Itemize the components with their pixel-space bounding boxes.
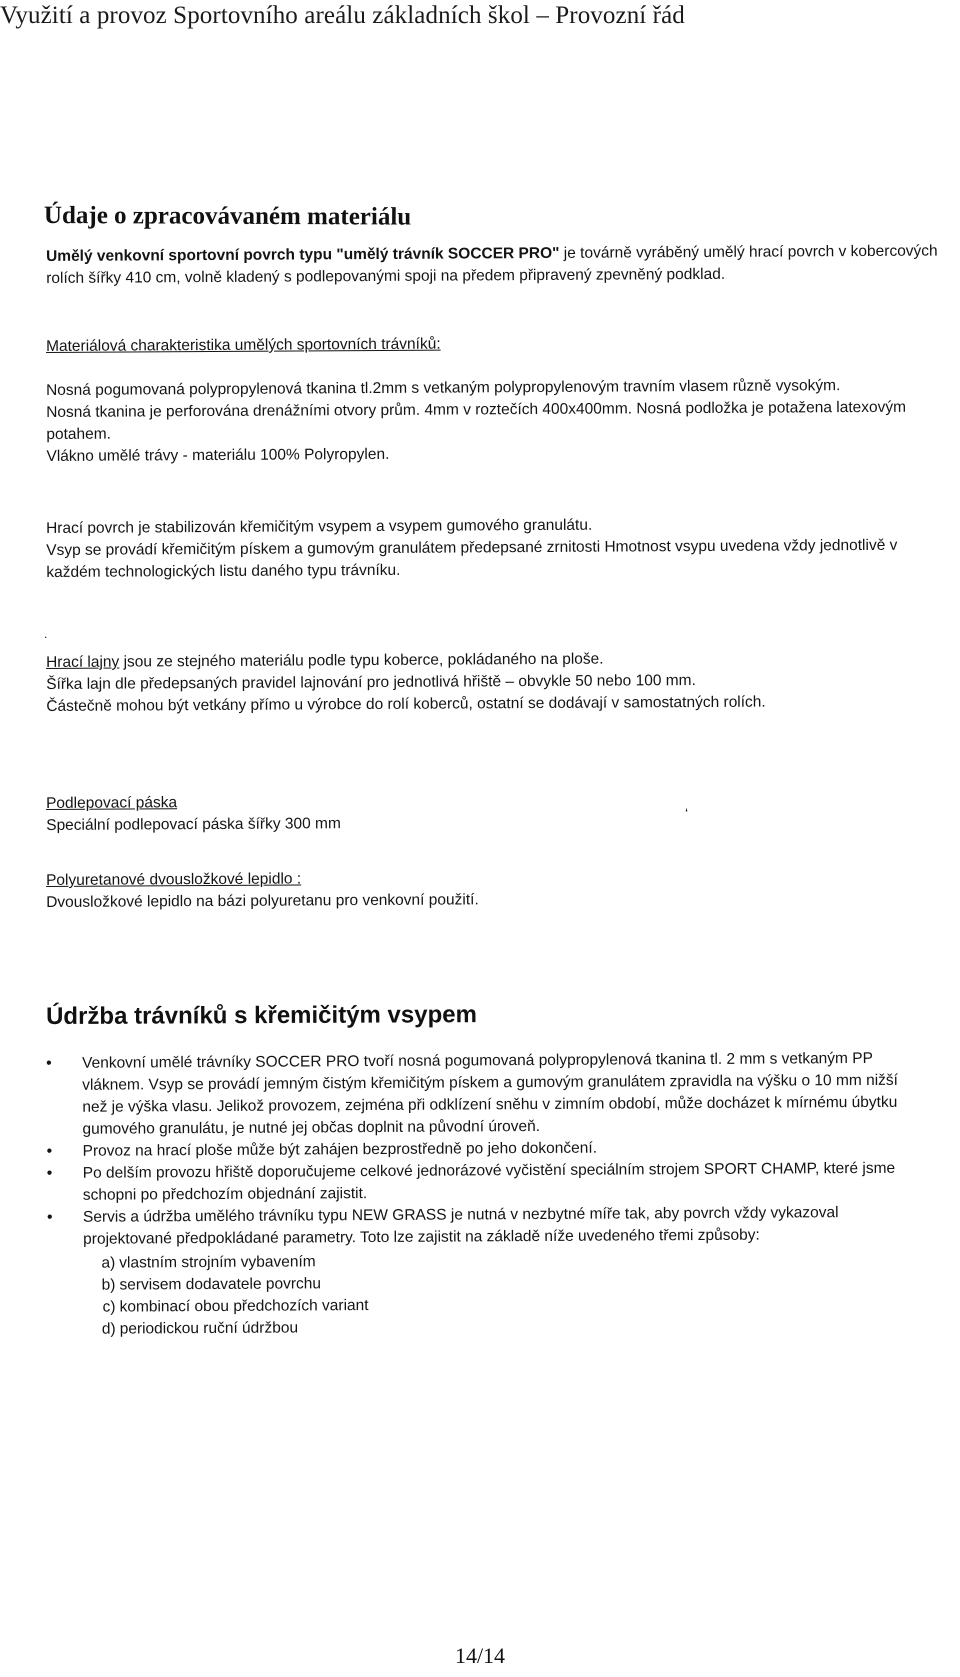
maintenance-bullets bbox=[46, 1048, 918, 1341]
tape-heading: Podlepovací páska bbox=[46, 794, 178, 812]
material-paragraph bbox=[46, 375, 947, 468]
maintenance-bullet: • Venkovní umělé trávníky SOCCER PRO tvoří nosná pogumovaná polypropylenová tkanina tl. 2 mm s vetkaným PP vláknem. Vsyp se provádí jemným čistým křemičitým pískem a gumovým granulátem zpravidla na výšku o 10 mm nižší než je výška vlasu. Jelikož provozem, zejména při odklízení sněhu v zimním období, může docházet k mírnému úbytku gumového granulátu, je nutné jej občas doplnit na původní úroveň. bbox=[46, 1048, 917, 1141]
material-line-2: Nosná tkanina je perforována drenážními otvory prům. 4mm v roztečích 400x400mm. Nosná podložka je potažena latexovým potahem. bbox=[46, 398, 907, 443]
maintenance-bullet: • Provoz na hrací ploše může být zahájen bezprostředně po jeho dokončení. bbox=[47, 1136, 917, 1163]
section-title: Údaje o zpracovávaném materiálu bbox=[43, 202, 412, 231]
sub-item-text: kombinací obou předchozích variant bbox=[119, 1297, 369, 1316]
sub-item bbox=[84, 1314, 918, 1341]
tape-text: Speciální podlepovací páska šířky 300 mm bbox=[46, 815, 341, 834]
page-number: 14/14 bbox=[454, 1643, 506, 1668]
material-line-1: Nosná pogumovaná polypropylenová tkanina tl.2mm s vetkaným polypropylenovým travním vlasem různě vysokým. bbox=[46, 377, 841, 399]
lines-paragraph bbox=[46, 647, 946, 718]
sub-item-letter: b) bbox=[101, 1276, 116, 1294]
maintenance-bullet-text: Servis a údržba umělého trávníku typu NEW GRASS je nutná v nezbytné míře tak, aby povrch vždy vykazoval projektované předpokládané parametry. Toto lze zajistit na základě níže uvedeného třemi způsoby: bbox=[82, 1204, 839, 1248]
maintenance-list-block bbox=[46, 1048, 918, 1341]
stabilization-line-2: Vsyp se provádí křemičitým pískem a gumovým granulátem předepsané zrnitosti Hmotnost vsypu uvedena vždy jednotlivě v každém technologických listu daného typu trávníku. bbox=[46, 536, 898, 581]
maintenance-title: Údržba trávníků s křemičitým vsypem bbox=[46, 1001, 477, 1030]
stray-dot: . bbox=[44, 627, 48, 641]
lines-line-1: jsou ze stejného materiálu podle typu koberce, pokládaného na ploše. bbox=[119, 650, 604, 671]
glue-heading: Polyuretanové dvousložkové lepidlo : bbox=[46, 870, 302, 889]
intro-bold: Umělý venkovní sportovní povrch typu "umělý trávník SOCCER PRO" bbox=[46, 244, 560, 265]
sub-item-letter: c) bbox=[102, 1298, 116, 1316]
maintenance-sub-list bbox=[83, 1248, 918, 1341]
glue-text: Dvousložkové lepidlo na bázi polyuretanu pro venkovní použití. bbox=[46, 891, 479, 911]
sub-item-letter: d) bbox=[101, 1320, 116, 1338]
glue-block bbox=[46, 865, 946, 914]
maintenance-bullet bbox=[47, 1202, 918, 1341]
stray-tick: ‘ bbox=[685, 805, 689, 821]
lines-term: Hrací lajny bbox=[46, 653, 120, 671]
running-header: Využití a provoz Sportovního areálu základních škol – Provozní řád bbox=[0, 2, 685, 29]
stabilization-paragraph bbox=[46, 513, 946, 584]
material-heading: Materiálová charakteristika umělých sportovních trávníků: bbox=[46, 335, 441, 355]
material-heading-block bbox=[46, 331, 946, 358]
intro-paragraph bbox=[46, 241, 946, 290]
tape-block bbox=[46, 788, 946, 837]
material-line-3: Vlákno umělé trávy - materiálu 100% Polyropylen. bbox=[46, 445, 390, 465]
sub-item-text: servisem dodavatele povrchu bbox=[119, 1275, 322, 1294]
sub-item-letter: a) bbox=[101, 1254, 116, 1272]
sub-item-text: vlastním strojním vybavením bbox=[119, 1253, 316, 1272]
lines-line-3: Částečně mohou být vetkány přímo u výrobce do rolí koberců, ostatní se dodávají v samostatných rolích. bbox=[46, 693, 766, 715]
lines-line-2: Šířka lajn dle předepsaných pravidel lajnování pro jednotlivá hřiště – obvykle 50 nebo 100 mm. bbox=[46, 672, 696, 693]
maintenance-bullet: • Po delším provozu hřiště doporučujeme celkové jednorázové vyčistění speciálním strojem SPORT CHAMP, které jsme schopni po předchozím objednání zajistit. bbox=[47, 1158, 917, 1207]
stabilization-line-1: Hrací povrch je stabilizován křemičitým vsypem a vsypem gumového granulátu. bbox=[46, 516, 593, 537]
intro-text: je továrně vyráběný umělý hrací povrch v kobercových rolích šířky 410 cm, volně kladený s podlepovanými spoji na předem připravený zpevněný podklad. bbox=[46, 242, 938, 287]
sub-item-text: periodickou ruční údržbou bbox=[119, 1319, 299, 1338]
